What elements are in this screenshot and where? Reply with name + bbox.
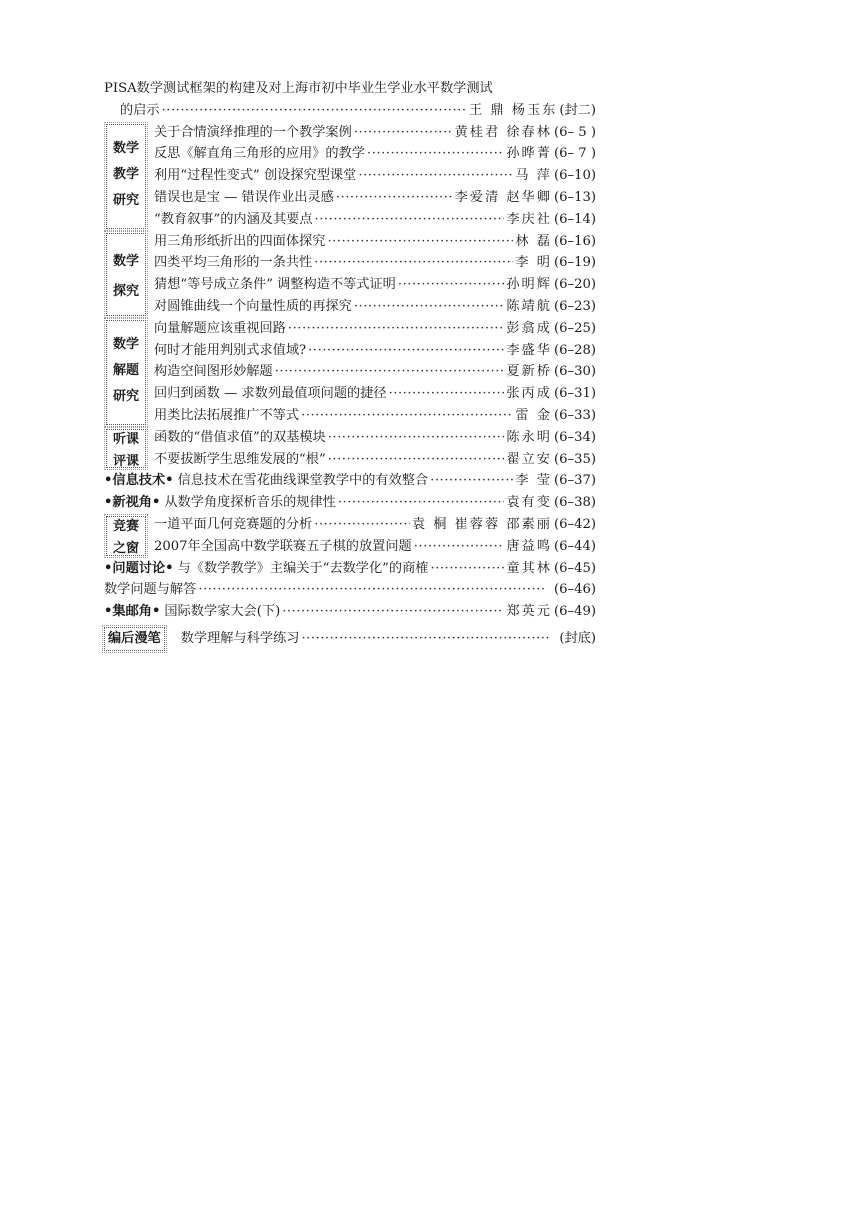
- entry-page: (6–19): [553, 255, 596, 271]
- section-label-box: [104, 318, 154, 427]
- toc-entry[interactable]: [154, 340, 596, 362]
- leader-dots: [414, 536, 505, 558]
- entry-page: (6–23): [553, 298, 596, 314]
- entry-title: 数学问题与解答: [104, 582, 197, 598]
- entry-title: 从数学角度探析音乐的规律性: [164, 495, 336, 511]
- section-math-teaching-research: [104, 122, 596, 231]
- entry-author: 李爱清 赵华卿: [454, 189, 552, 205]
- entry-author: 郑英元: [506, 604, 552, 620]
- toc-entry-discussion[interactable]: [104, 558, 596, 580]
- leader-dots: [430, 470, 513, 492]
- entry-page: (6–37): [553, 473, 596, 489]
- leader-dots: [314, 252, 513, 274]
- toc-entry[interactable]: [154, 187, 596, 209]
- entry-author: 黄桂君 徐春林: [454, 124, 552, 140]
- toc-entry[interactable]: [154, 318, 596, 340]
- entry-page: (6– 7 ): [553, 146, 596, 162]
- entry-title: 信息技术在雪花曲线课堂教学中的有效整合: [177, 473, 429, 489]
- entry-author: 孙明辉: [506, 277, 552, 293]
- entry-author: 袁有变: [506, 495, 552, 511]
- entry-title: 四类平均三角形的一条共性: [154, 255, 313, 271]
- entry-title: 2007年全国高中数学联赛五子棋的放置问题: [154, 538, 412, 554]
- leader-dots: [315, 209, 505, 231]
- toc-entry[interactable]: [154, 122, 596, 144]
- toc-entry[interactable]: [154, 165, 596, 187]
- toc-entry[interactable]: [154, 383, 596, 405]
- section-label: 解题: [112, 362, 139, 378]
- toc-entry[interactable]: [154, 427, 596, 449]
- toc-entry-stamp[interactable]: [104, 601, 596, 623]
- section-label: 评课: [112, 453, 139, 469]
- toc-entry[interactable]: [154, 449, 596, 471]
- section-label: 之窗: [112, 540, 139, 556]
- entry-author: 马 萍: [515, 168, 552, 184]
- entry-title: 一道平面几何竞赛题的分析: [154, 516, 313, 532]
- toc-entry-new-view[interactable]: [104, 492, 596, 514]
- entry-page: (6–10): [553, 168, 596, 184]
- toc-entry[interactable]: [154, 405, 596, 427]
- leader-dots: [288, 318, 505, 340]
- table-of-contents: [104, 78, 596, 649]
- dotted-frame: [106, 233, 146, 316]
- entry-page: (6–35): [553, 451, 596, 467]
- section-label: 探究: [112, 283, 139, 299]
- section-label: 竞赛: [112, 518, 139, 534]
- entry-title: 何时才能用判别式求值域?: [154, 342, 307, 358]
- leader-dots: [198, 579, 544, 601]
- leader-dots: [308, 340, 504, 362]
- entry-title: 不要拔断学生思维发展的“根”: [154, 451, 326, 467]
- leader-dots: [354, 296, 505, 318]
- entry-page: (6–14): [553, 211, 596, 227]
- toc-entry[interactable]: [154, 252, 596, 274]
- column-label-box: 编后漫笔: [104, 627, 165, 651]
- entry-author: 陈靖航: [506, 298, 552, 314]
- leader-dots: [282, 601, 504, 623]
- entry-title: 反思《解直角三角形的应用》的教学: [154, 146, 365, 162]
- toc-entry[interactable]: [154, 514, 596, 536]
- section-label: 听课: [112, 431, 139, 447]
- leader-dots: [354, 122, 453, 144]
- entry-title: 数学理解与科学练习: [180, 630, 300, 646]
- entry-title: 利用“过程性变式” 创设探究型课堂: [154, 168, 357, 184]
- entry-author: 李 明: [515, 255, 552, 271]
- entry-page: (6–20): [553, 277, 596, 293]
- entry-title: 构造空间图形妙解题: [154, 364, 273, 380]
- column-label: •信息技术•: [104, 473, 174, 489]
- entry-title: 与《数学教学》主编关于“去数学化”的商榷: [177, 560, 429, 576]
- entry-page: (6–34): [553, 429, 596, 445]
- section-math-exploration: [104, 231, 596, 318]
- entry-page: (6–31): [553, 386, 596, 402]
- toc-entry[interactable]: [154, 296, 596, 318]
- toc-entry-postscript[interactable]: [104, 627, 596, 649]
- leader-dots: [430, 558, 504, 580]
- entry-page: (封二): [559, 102, 596, 118]
- leader-dots: [314, 514, 410, 536]
- leader-dots: [367, 143, 504, 165]
- entry-title: 关于合情演绎推理的一个教学案例: [154, 124, 352, 140]
- toc-entry-intro-line1[interactable]: [104, 78, 596, 100]
- section-label: 教学: [112, 166, 139, 182]
- section-label-box: [104, 231, 154, 318]
- leader-dots: [328, 449, 505, 471]
- entry-title: 的启示: [120, 102, 160, 118]
- entry-title: 用类比法拓展推广不等式: [154, 407, 300, 423]
- leader-dots: [338, 492, 505, 514]
- entry-title: 用三角形纸折出的四面体探究: [154, 233, 326, 249]
- entry-author: 李 莹: [515, 473, 552, 489]
- entry-page: (封底): [559, 630, 596, 646]
- entry-page: (6–16): [553, 233, 596, 249]
- leader-dots: [389, 383, 505, 405]
- entry-page: (6–30): [553, 364, 596, 380]
- toc-entry[interactable]: [154, 274, 596, 296]
- section-label: 研究: [112, 192, 139, 208]
- entry-author: 夏新桥: [506, 364, 552, 380]
- entry-page: (6–42): [553, 516, 596, 532]
- leader-dots: [336, 187, 453, 209]
- entry-title: 回归到函数 — 求数列最值项问题的捷径: [154, 386, 387, 402]
- leader-dots: [162, 100, 467, 122]
- column-label: •问题讨论•: [104, 560, 174, 576]
- toc-entry[interactable]: [154, 361, 596, 383]
- section-label: 数学: [112, 336, 139, 352]
- entry-author: 翟立安: [506, 451, 552, 467]
- entry-page: (6–49): [553, 604, 596, 620]
- entry-title: 向量解题应该重视回路: [154, 320, 286, 336]
- toc-entry[interactable]: [154, 231, 596, 253]
- entry-title: 猜想“等号成立条件” 调整构造不等式证明: [154, 277, 396, 293]
- section-lesson-review: [104, 427, 596, 471]
- section-competition-window: [104, 514, 596, 558]
- entry-author: 唐益鸣: [506, 538, 552, 554]
- entry-author: 张丙成: [506, 386, 552, 402]
- column-label: •集邮角•: [104, 604, 161, 620]
- entry-author: 李庆社: [506, 211, 552, 227]
- leader-dots: [301, 405, 513, 427]
- entry-page: (6–44): [553, 538, 596, 554]
- entry-title: 国际数学家大会(下): [164, 604, 281, 620]
- entry-page: (6–28): [553, 342, 596, 358]
- toc-entry-intro-line2[interactable]: [104, 100, 596, 122]
- column-label: •新视角•: [104, 495, 161, 511]
- toc-entry-info-tech[interactable]: [104, 470, 596, 492]
- toc-entry[interactable]: [154, 209, 596, 231]
- entry-title: 函数的“借值求值”的双基模块: [154, 429, 326, 445]
- entry-page: (6–46): [553, 582, 596, 598]
- section-label: 研究: [112, 388, 139, 404]
- entry-author: 彭翕成: [506, 320, 552, 336]
- entry-author: 袁 桐 崔蓉蓉 邵素丽: [411, 516, 552, 532]
- toc-entry[interactable]: [154, 536, 596, 558]
- entry-author: 雷 金: [515, 407, 552, 423]
- section-label: 数学: [112, 253, 139, 269]
- leader-dots: [358, 165, 513, 187]
- entry-page: (6–38): [553, 495, 596, 511]
- leader-dots: [327, 231, 513, 253]
- section-label-box: [104, 122, 154, 231]
- entry-author: 林 磊: [515, 233, 552, 249]
- leader-dots: [275, 361, 505, 383]
- toc-entry-qa[interactable]: [104, 579, 596, 601]
- toc-entry[interactable]: [154, 143, 596, 165]
- entry-page: (6–13): [553, 189, 596, 205]
- entry-title: PISA数学测试框架的构建及对上海市初中毕业生学业水平数学测试: [104, 81, 493, 96]
- section-math-problem-solving: [104, 318, 596, 427]
- entry-page: (6–25): [553, 320, 596, 336]
- entry-author: 孙晔菁: [506, 146, 552, 162]
- section-label-box: [104, 514, 154, 558]
- entry-author: 童其林: [506, 560, 552, 576]
- entry-title: 错误也是宝 — 错误作业出灵感: [154, 189, 334, 205]
- entry-author: 李盛华: [506, 342, 552, 358]
- entry-author: 陈永明: [506, 429, 552, 445]
- section-label: 数学: [112, 140, 139, 156]
- leader-dots: [398, 274, 505, 296]
- entry-page: (6–45): [553, 560, 596, 576]
- entry-title: 对圆锥曲线一个向量性质的再探究: [154, 298, 352, 314]
- entry-author: 王 鼎 杨玉东: [469, 102, 558, 118]
- entry-page: (6–33): [553, 407, 596, 423]
- entry-title: “教育叙事”的内涵及其要点: [154, 211, 313, 227]
- entry-page: (6– 5 ): [553, 124, 596, 140]
- leader-dots: [301, 628, 549, 650]
- leader-dots: [328, 427, 505, 449]
- section-label-box: [104, 427, 154, 471]
